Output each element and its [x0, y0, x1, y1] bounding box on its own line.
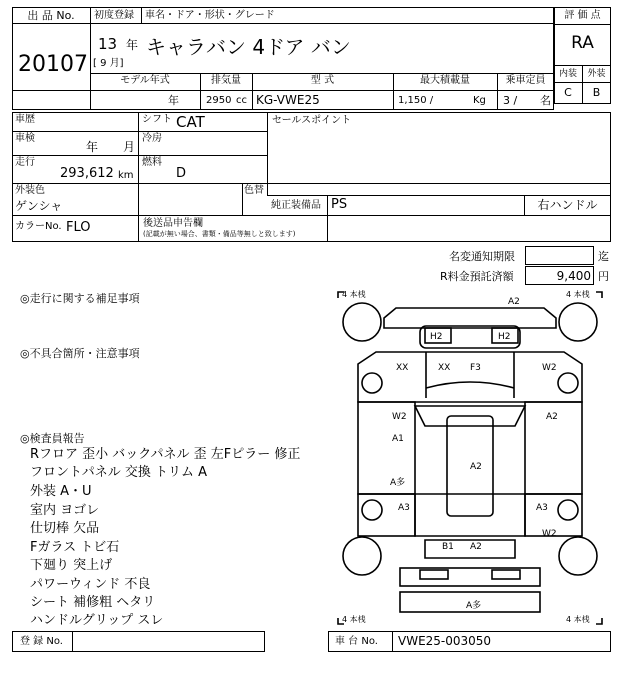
report-line: Rフロア 歪小 バックパネル 歪 左Fピラー 修正 [30, 447, 301, 462]
first-reg-label: 初度登録 [94, 10, 134, 21]
report-line: 仕切棒 欠品 [30, 521, 100, 536]
mileage-unit: km [118, 170, 134, 181]
name-change-label: 名変通知期限 [449, 250, 515, 263]
overall-score: RA [571, 33, 594, 53]
mark-front-door-left-bottom: A1 [392, 434, 404, 444]
mark-rear-door-left: A多 [390, 478, 406, 488]
corner-label-br: 4 本桟 [566, 615, 590, 624]
mark-rear-fender-right-bottom: W2 [542, 529, 557, 539]
corner-label-tr: 4 本桟 [566, 290, 590, 299]
max-load-unit: Kg [473, 95, 486, 106]
exterior-label: 外装 [587, 69, 606, 79]
first-reg-year: 13 [98, 35, 118, 53]
first-reg-year-unit: 年 [126, 38, 139, 52]
report-line: 外装 A・U [30, 484, 92, 499]
score-label: 評 価 点 [564, 10, 601, 21]
mark-hood-right: F3 [470, 363, 481, 373]
mark-roof: A2 [470, 462, 482, 472]
mark-fender-front-right: W2 [542, 363, 557, 373]
corner-label-tl: 4 本桟 [342, 290, 366, 299]
reg-no-label: 登 録 No. [20, 636, 63, 647]
inspection-year-unit: 年 [86, 140, 99, 154]
max-load-value: 1,150 / [398, 95, 434, 106]
ac-label: 冷房 [142, 133, 162, 144]
exterior-color-label: 外装色 [15, 185, 45, 196]
mark-rear-panel-2: A2 [470, 542, 482, 552]
documents-label: 後送品申告欄 [143, 218, 203, 229]
mark-headlight-right: H2 [498, 332, 511, 342]
max-load-label: 最大積載量 [420, 75, 470, 86]
inspection-month-unit: 月 [123, 140, 136, 154]
displacement-value: 2950 [206, 95, 232, 106]
capacity-value: 3 / [503, 94, 518, 107]
displacement-unit: cc [236, 95, 247, 106]
report-line: 室内 ヨゴレ [30, 503, 100, 518]
model-year-label: モデル年式 [120, 75, 170, 86]
report-line: ハンドルグリップ スレ [30, 613, 164, 628]
steering-value: 右ハンドル [537, 198, 598, 212]
first-reg-month: [ 9 月] [93, 58, 124, 69]
mark-front-bumper: A2 [508, 297, 520, 307]
color-no-label: カラーNo. [15, 221, 62, 232]
mark-hood-left: XX [438, 363, 451, 373]
report-line: シート 補修粗 ヘタリ [30, 595, 156, 610]
displacement-label: 排気量 [211, 75, 241, 86]
shift-label: シフト [142, 114, 172, 125]
exterior-score: B [592, 86, 601, 99]
recycle-amount: 9,400 [556, 269, 591, 283]
driving-notes-label: ◎走行に関する補足事項 [20, 292, 140, 305]
vehicle-damage-diagram [330, 288, 610, 628]
history-label: 車歴 [15, 114, 35, 125]
name-change-unit: 迄 [598, 250, 609, 263]
color-change-label: 色替 [244, 185, 264, 196]
capacity-unit: 名 [540, 94, 551, 107]
corner-label-bl: 4 本桟 [342, 615, 366, 624]
recycle-label: R料金預託済額 [440, 270, 514, 283]
type-value: KG-VWE25 [256, 93, 320, 107]
sales-points-label: セールスポイント [272, 115, 352, 126]
model-year-unit: 年 [168, 94, 179, 107]
fuel-label: 燃料 [142, 157, 162, 168]
chassis-label: 車 台 No. [335, 636, 378, 647]
report-line: Fガラス トビ石 [30, 540, 120, 555]
capacity-label: 乗車定員 [505, 75, 546, 86]
defect-notes-label: ◎不具合箇所・注意事項 [20, 347, 140, 360]
type-label: 型 式 [310, 75, 335, 86]
mark-rear-fender-right-top: A3 [536, 503, 548, 513]
chassis-number: VWE25-003050 [398, 634, 492, 648]
equipment-value: PS [331, 197, 348, 212]
mark-front-door-left-top: W2 [392, 412, 407, 422]
mark-rear-panel-1: B1 [442, 542, 454, 552]
name-label: 車名・ドア・形状・グレード [145, 10, 275, 21]
color-no-value: FLO [66, 220, 91, 235]
inspector-report-label: ◎検査員報告 [20, 432, 85, 445]
mark-fender-front-left: XX [396, 363, 409, 373]
mileage-label: 走行 [15, 157, 35, 168]
lot-number: 20107 [18, 52, 88, 77]
mark-headlight-left: H2 [430, 332, 443, 342]
recycle-unit: 円 [598, 270, 609, 283]
report-line: パワーウィンド 不良 [30, 577, 151, 592]
inspection-label: 車検 [15, 133, 35, 144]
exterior-color-value: ゲンシャ [15, 199, 63, 213]
fuel-value: D [176, 166, 187, 181]
car-name: キャラバン 4ドア バン [146, 35, 351, 59]
mark-rear-fender-left: A3 [398, 503, 410, 513]
equipment-label: 純正装備品 [271, 200, 321, 211]
interior-label: 内装 [558, 69, 577, 79]
lot-no-label: 出 品 No. [27, 9, 75, 22]
report-line: フロントパネル 交換 トリム A [30, 465, 208, 480]
documents-note: (記載が無い場合、書類・備品等無しと致します) [143, 230, 296, 238]
mark-rear-bumper: A多 [466, 601, 482, 611]
mark-front-door-right: A2 [546, 412, 558, 422]
report-line: 下廻り 突上げ [30, 558, 113, 573]
name-change-field [525, 246, 594, 265]
mileage-value: 293,612 [60, 166, 114, 181]
shift-value: CAT [176, 113, 205, 131]
interior-score: C [564, 86, 572, 99]
